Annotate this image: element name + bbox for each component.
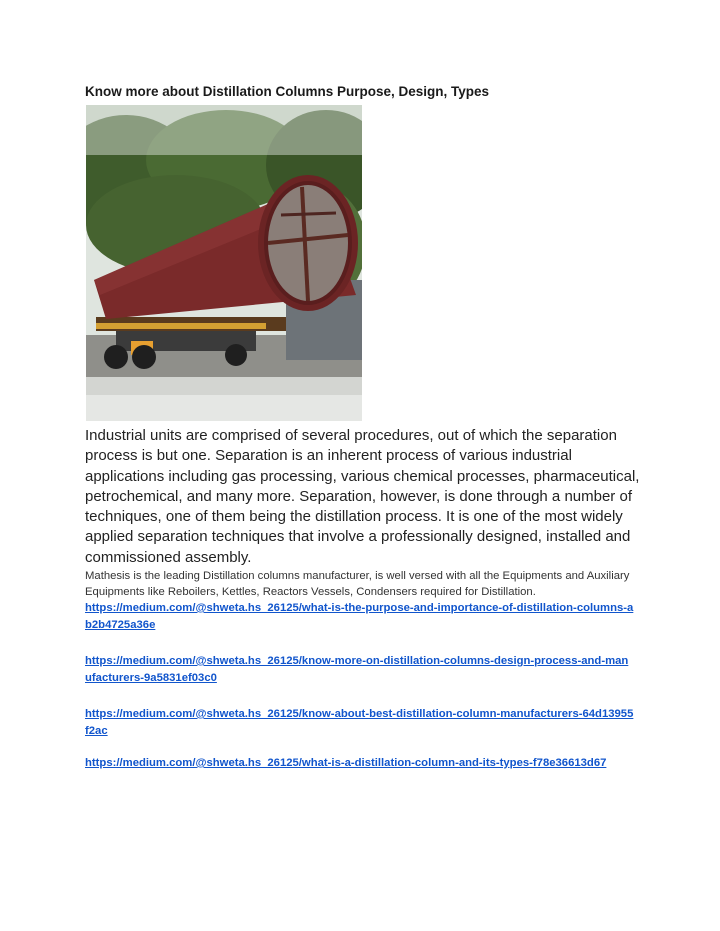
distillation-column-photo: [86, 105, 362, 421]
link-column-types[interactable]: https://medium.com/@shweta.hs_26125/what-is-a-distillation-column-and-its-types-f78e36613d67: [85, 757, 607, 769]
link-best-manufacturers[interactable]: https://medium.com/@shweta.hs_26125/know-about-best-distillation-column-manufacturers-64d13955f2ac: [85, 708, 634, 737]
manufacturer-paragraph: Mathesis is the leading Distillation columns manufacturer, is well versed with all the Equipments and Auxiliary Equipments like Reboilers, Kettles, Reactors Vessels, Condensers required for Distillation.: [85, 570, 630, 598]
intro-paragraph: Industrial units are comprised of several procedures, out of which the separation process is but one. Separation is an inherent process of various industrial applications including gas processing, various chemical processes, pharmaceutical, petrochemical, and many more. Separation, however, is done through a number of techniques, one of them being the distillation process. It is one of the most widely applied separation techniques that involve a professionally designed, installed and commissioned assembly.: [85, 427, 640, 566]
link-design-process[interactable]: https://medium.com/@shweta.hs_26125/know-more-on-distillation-columns-design-process-and-manufacturers-9a5831ef03c0: [85, 655, 629, 684]
link-purpose-importance[interactable]: https://medium.com/@shweta.hs_26125/what-is-the-purpose-and-importance-of-distillation-columns-ab2b4725a36e: [85, 602, 634, 631]
document-title: Know more about Distillation Columns Purpose, Design, Types: [85, 84, 490, 99]
distillation-column-on-truck-photo: [86, 105, 362, 421]
